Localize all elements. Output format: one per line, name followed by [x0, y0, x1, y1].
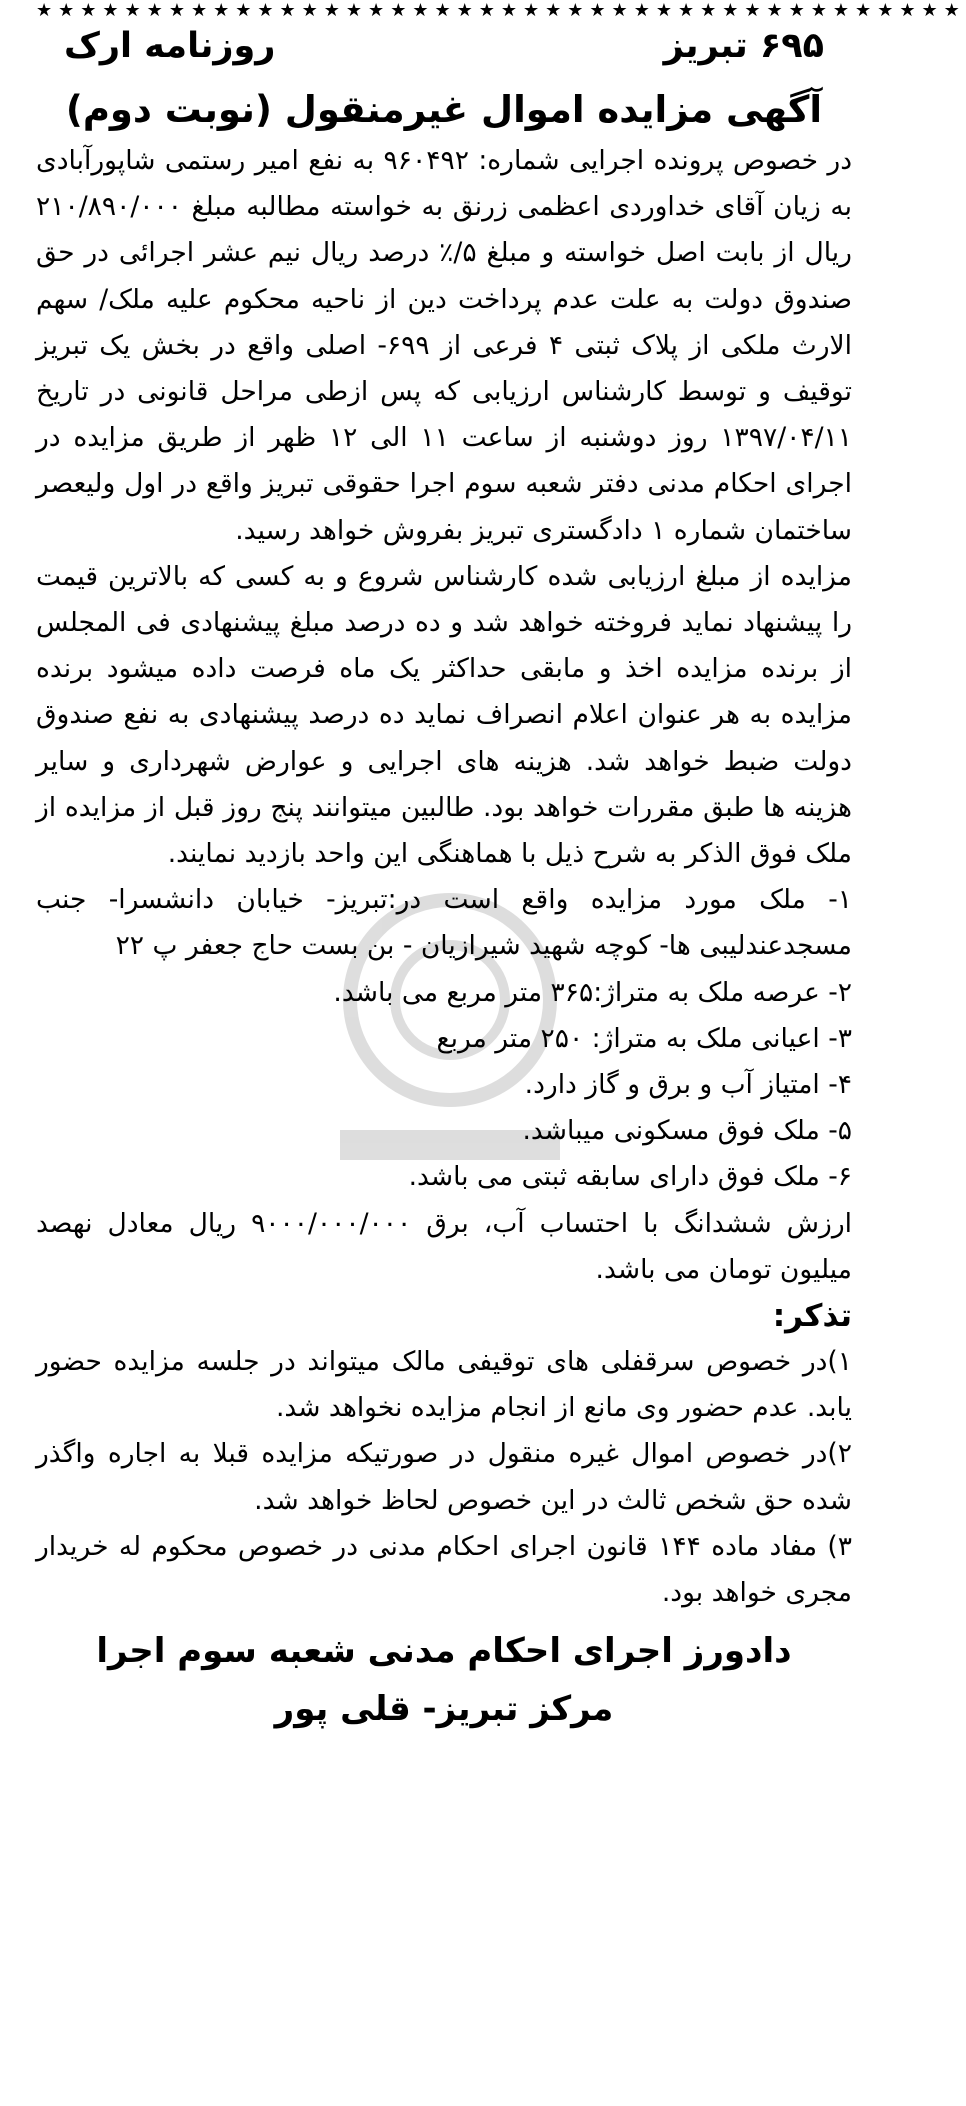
newspaper-name: روزنامه ارک: [64, 26, 276, 66]
paragraph-terms: مزایده از مبلغ ارزیابی شده کارشناس شروع و به کسی که بالاترین قیمت را پیشنهاد نماید فروخته خواهد شد و ده درصد مبلغ پیشنهادی فی المجلس از برنده مزایده اخذ و مابقی حداکثر یک ماه فرصت داده میشود برنده مزایده به هر عنوان اعلام انصراف نماید ده درصد پیشنهادی به نفع صندوق دولت ضبط خواهد شد. هزینه های اجرایی و عوارض شهرداری و سایر هزینه ها طبق مقررات خواهد بود. طالبین میتوانند پنج روز قبل از مزایده از ملک فوق الذکر به شرح ذیل با هماهنگی این واحد بازدید نمایند.: [36, 560, 852, 870]
note-item: ۱)در خصوص سرقفلی های توقیفی مالک میتواند در جلسه مزایده حضور یابد. عدم حضور وی مانع از انجام مزایده نخواهد شد.: [36, 1346, 852, 1424]
valuation-text: ارزش ششدانگ با احتساب آب، برق ۹۰۰۰/۰۰۰/۰۰۰ ریال معادل نهصد میلیون تومان می باشد.: [36, 1207, 852, 1285]
note-item: ۲)در خصوص اموال غیره منقول در صورتیکه مزایده قبلا به اجاره واگذر شده حق شخص ثالث در این خصوص لحاظ خواهد شد.: [36, 1438, 852, 1516]
signature-line-1: دادورز اجرای احکام مدنی شعبه سوم اجرا: [96, 1631, 792, 1672]
notice-title: آگهی مزایده اموال غیرمنقول (نوبت دوم): [65, 88, 823, 131]
list-item: ۵- ملک فوق مسکونی میباشد.: [522, 1115, 852, 1147]
list-item: ۲- عرصه ملک به متراژ:۳۶۵ متر مربع می باشد.: [333, 976, 852, 1008]
notice-body: [36, 138, 852, 1616]
star-border: ★★★★★★★★★★★★★★★★★★★★★★★★★★★★★★★★★★★★★★★★★★: [36, 0, 966, 21]
paragraph-case: در خصوص پرونده اجرایی شماره: ۹۶۰۴۹۲ به نفع امیر رستمی شاپورآبادی به زیان آقای خداوردی اعظمی زرنق به خواسته مطالبه مبلغ ۲۱۰/۸۹۰/۰۰۰ ریال از بابت اصل خواسته و مبلغ ۵/٪ درصد ریال نیم عشر اجرائی در حق صندوق دولت به علت عدم پرداخت دین از ناحیه محکوم علیه ملک/ سهم الارث ملکی از پلاک ثبتی ۴ فرعی از ۶۹۹- اصلی واقع در بخش یک تبریز توقیف و توسط کارشناس ارزیابی که پس ازطی مراحل قانونی در تاریخ ۱۳۹۷/۰۴/۱۱ روز دوشنبه از ساعت ۱۱ الی ۱۲ ظهر از طریق مزایده در اجرای احکام مدنی دفتر شعبه سوم اجرا حقوقی تبریز واقع در اول ولیعصر ساختمان شماره ۱ دادگستری تبریز بفروش خواهد رسید.: [36, 145, 852, 546]
issue-number: ۶۹۵ تبریز: [663, 26, 824, 66]
notes-heading: تذکر:: [772, 1298, 852, 1335]
list-item: ۶- ملک فوق دارای سابقه ثبتی می باشد.: [408, 1161, 852, 1193]
signature-line-2: مرکز تبریز- قلی پور: [274, 1689, 614, 1730]
list-item: ۳- اعیانی ملک به متراژ: ۲۵۰ متر مربع: [436, 1022, 852, 1054]
signature-block: [36, 1622, 852, 1738]
list-item: ۴- امتیاز آب و برق و گاز دارد.: [524, 1069, 852, 1101]
header: [36, 22, 852, 82]
list-item: ۱- ملک مورد مزایده واقع است در:تبریز- خیابان دانشسرا- جنب مسجدعندلیبی ها- کوچه شهید شیرازیان - بن بست حاج جعفر پ ۲۲: [36, 884, 852, 962]
note-item: ۳) مفاد ماده ۱۴۴ قانون اجرای احکام مدنی در خصوص محکوم له خریدار مجری خواهد بود.: [36, 1530, 852, 1609]
